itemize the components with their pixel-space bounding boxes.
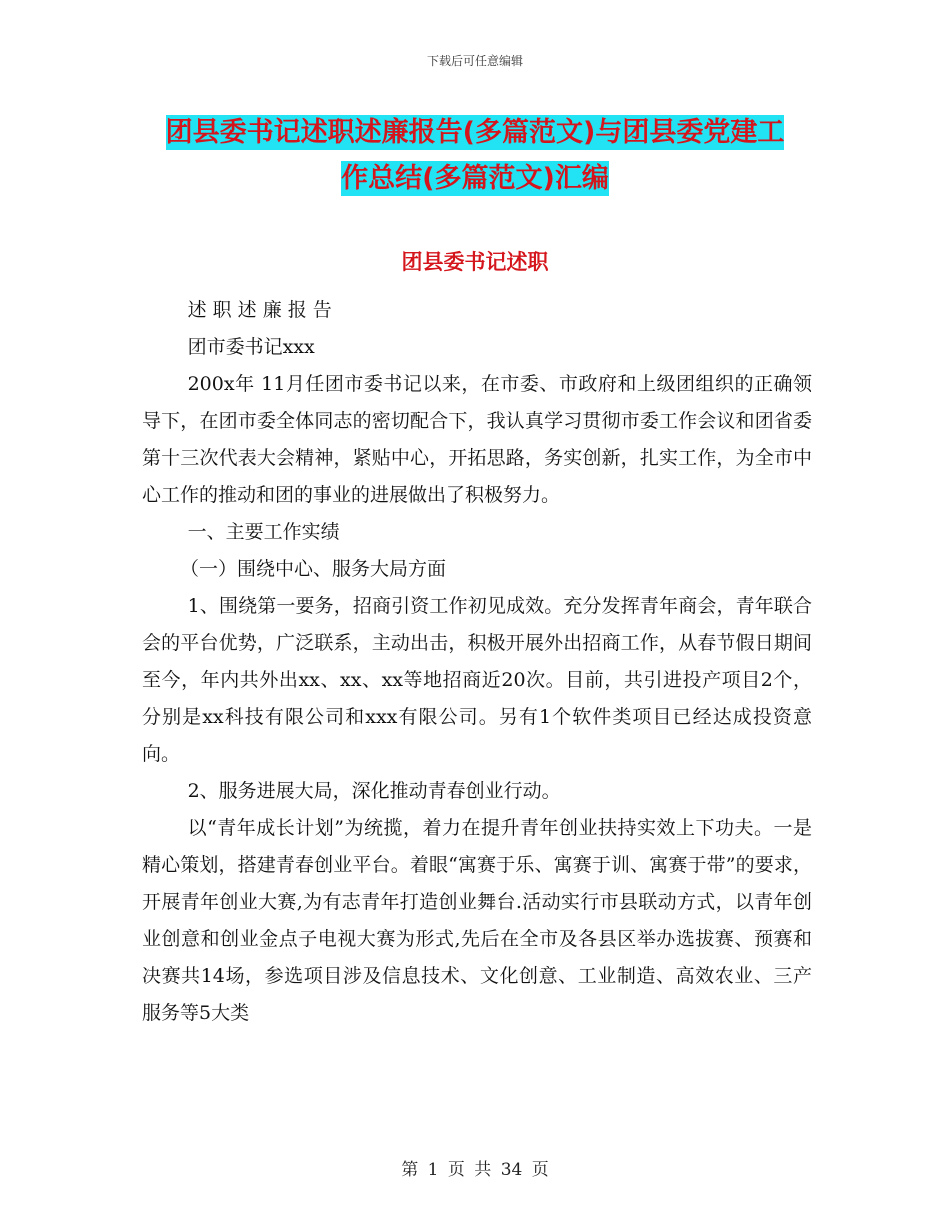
paragraph: 以“青年成长计划”为统揽，着力在提升青年创业扶持实效上下功夫。一是精心策划，搭建青春创业平台。着眼“寓赛于乐、寓赛于训、寓赛于带”的要求，开展青年创业大赛,为有志青年打造创业舞台.活动实行市县联动方式，以青年创业创意和创业金点子电视大赛为形式,先后在全市及各县区举办选拔赛、预赛和决赛共14场，参选项目涉及信息技术、文化创意、工业制造、高效农业、三产服务等5大类 [142,817,812,1024]
paragraph: 200x年 11月任团市委书记以来，在市委、市政府和上级团组织的正确领导下，在团市委全体同志的密切配合下，我认真学习贯彻市委工作会议和团省委第十三次代表大会精神，紧贴中心，开拓思路，务实创新，扎实工作，为全市中心工作的推动和团的事业的进展做出了积极努力。 [142,373,812,506]
heading-main-achievements: 一、主要工作实绩 [187,521,340,543]
paragraph: 2、服务进展大局，深化推动青春创业行动。 [187,780,561,802]
document-title [0,110,950,202]
header-note: 下载后可任意编辑 [426,54,523,68]
page-footer: 第 1 页 共 34 页 [401,1160,549,1180]
section-title: 团县委书记述职 [401,250,549,274]
subheading-serve-center: （一）围绕中心、服务大局方面 [180,558,447,580]
document-title-line-1: 团县委书记述职述廉报告(多篇范文)与团县委党建工 [165,117,785,148]
paragraph: 1、围绕第一要务，招商引资工作初见成效。充分发挥青年商会，青年联合会的平台优势，广泛联系，主动出击，积极开展外出招商工作，从春节假日期间至今，年内共外出xx、xx、xx等地招商近20次。目前，共引进投产项目2个，分别是xx科技有限公司和xxx有限公司。另有1个软件类项目已经达成投资意向。 [142,595,812,765]
author-line: 团市委书记xxx [187,336,315,358]
body-text [142,292,812,1032]
document-title-line-2: 作总结(多篇范文)汇编 [341,163,609,194]
report-heading: 述 职 述 廉 报 告 [187,299,332,321]
